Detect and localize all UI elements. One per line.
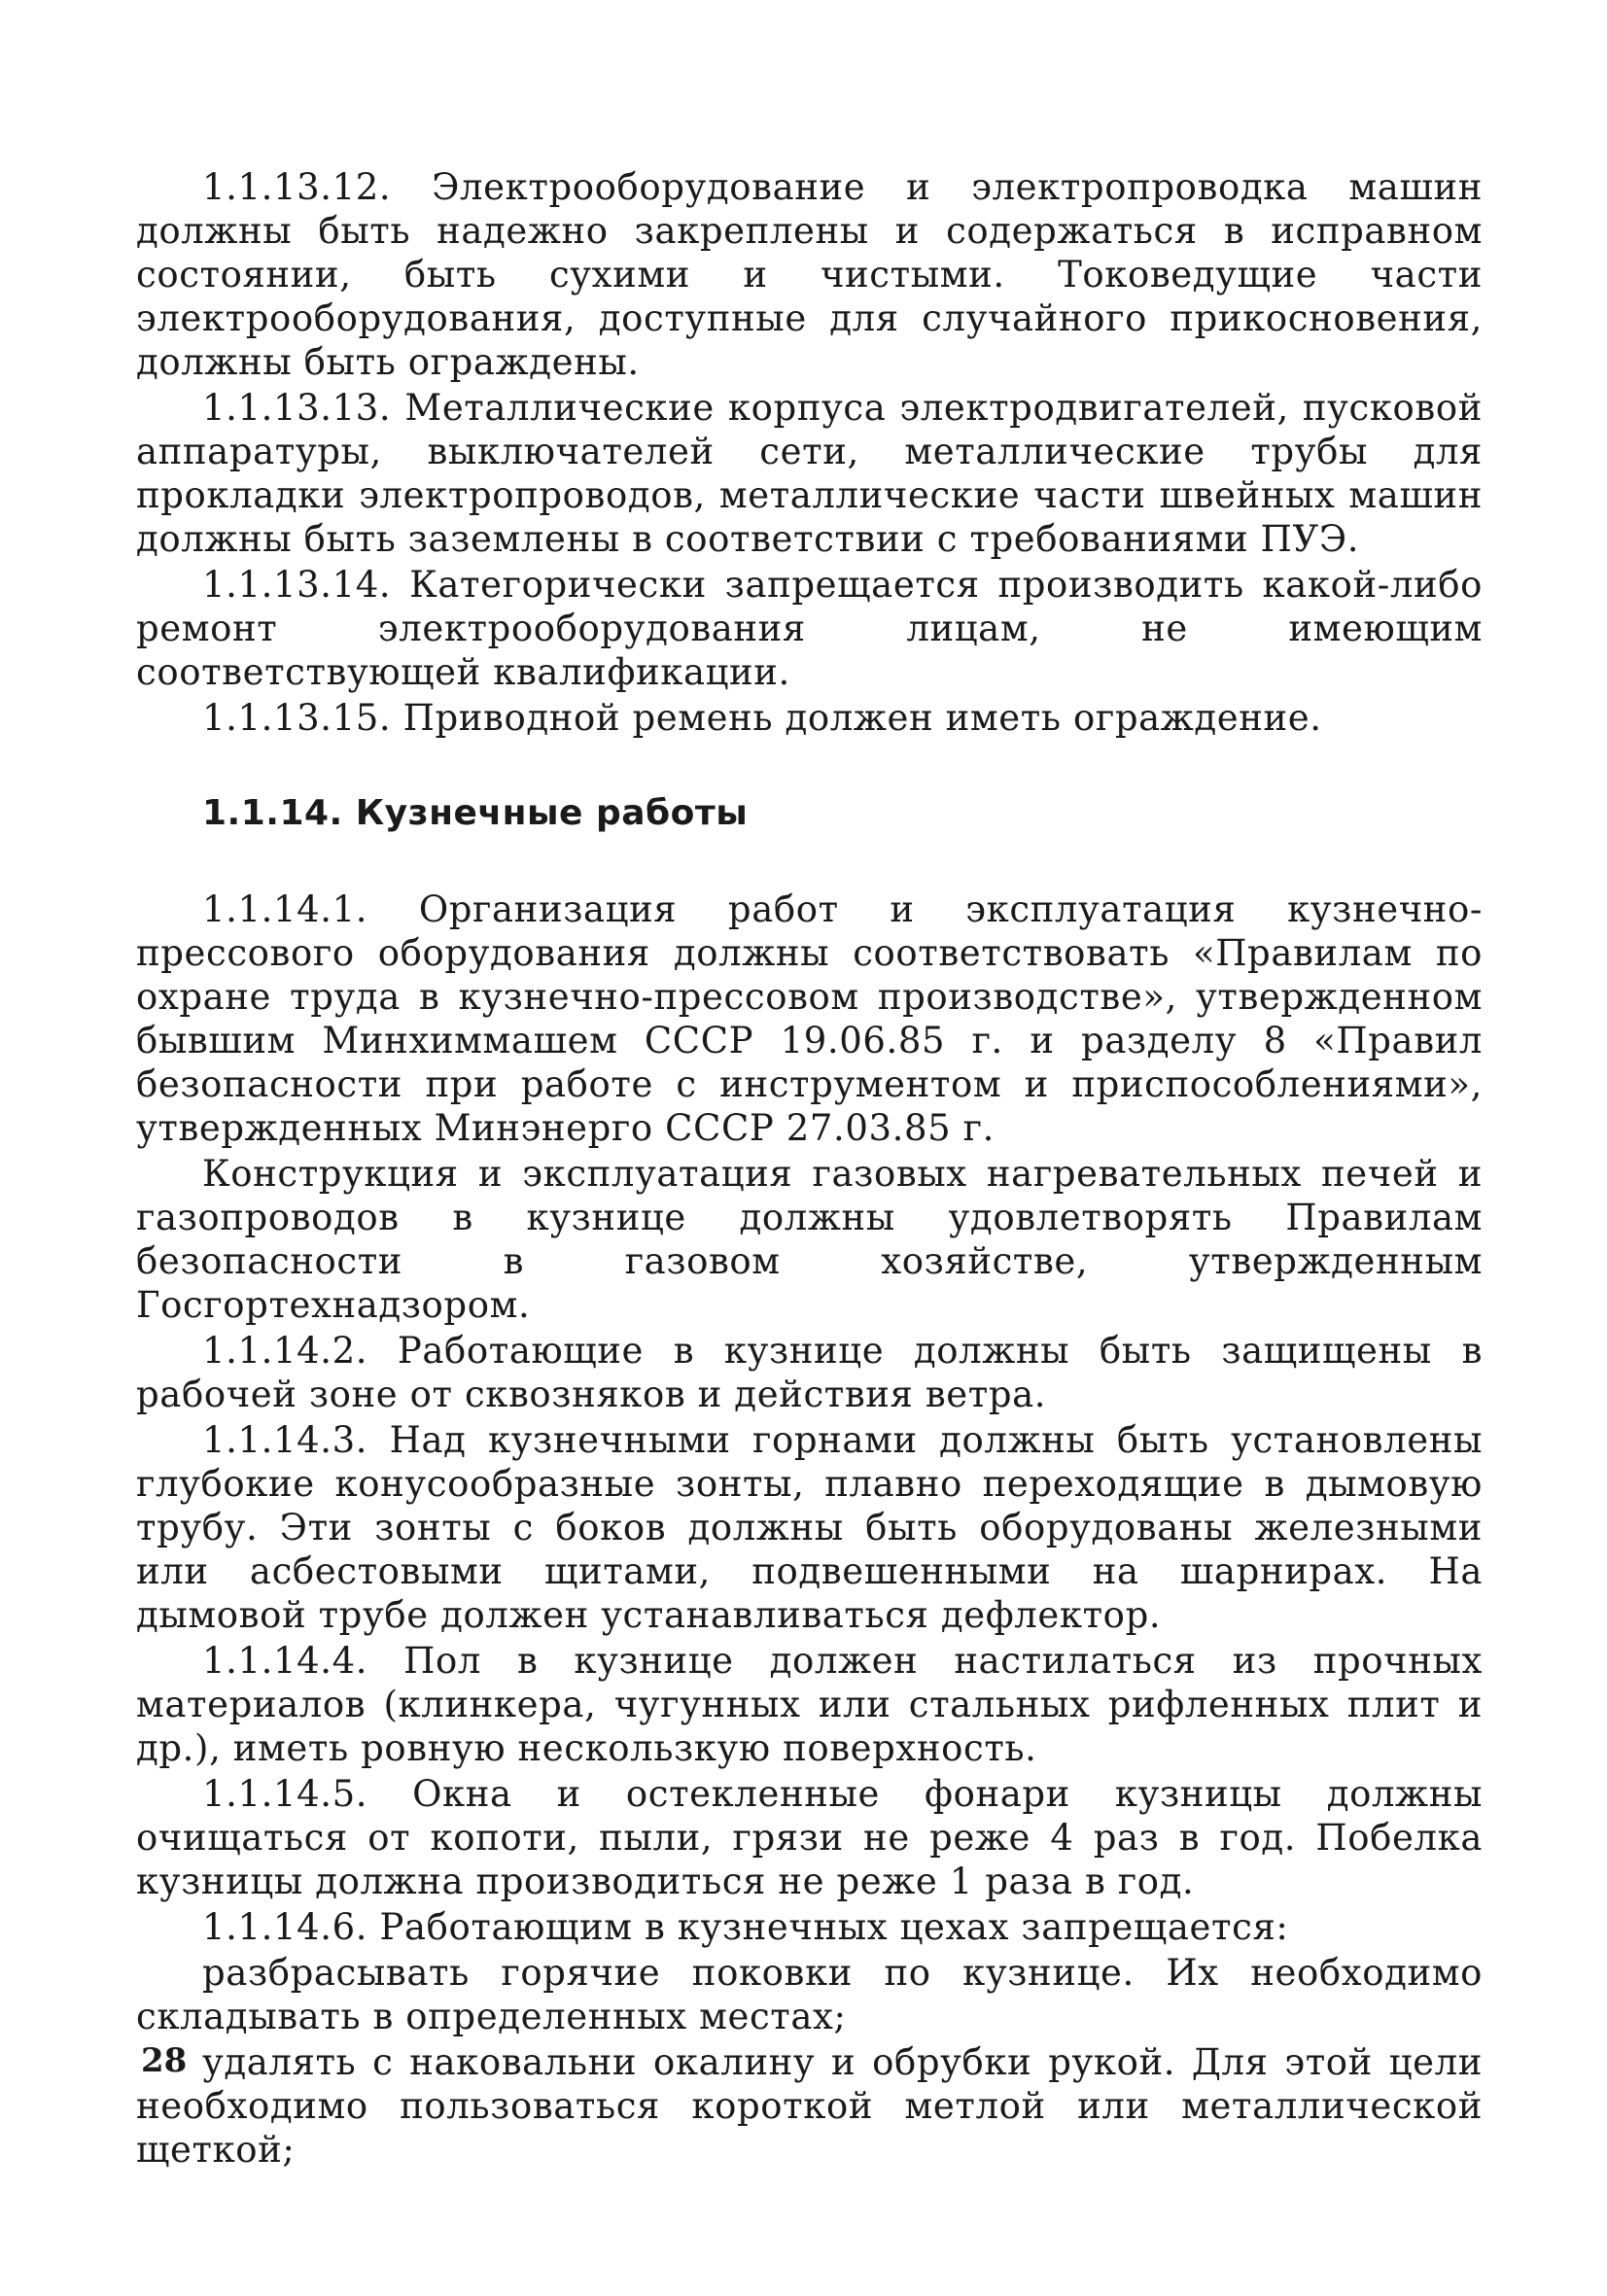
paragraph-1-1-13-14: 1.1.13.14. Категорически запрещается производить какой-либо ремонт электрооборудования лицам, не имеющим соответствующей квалификации. bbox=[136, 564, 1483, 693]
page-number: 28 bbox=[141, 2041, 188, 2080]
paragraph-1-1-14-3: 1.1.14.3. Над кузнечными горнами должны быть установлены глубокие конусообразные зонты, плавно переходящие в дымовую трубу. Эти зонты с боков должны быть оборудованы железными или асбестовыми щитами, подвешенными на шарнирах. На дымовой трубе должен устанавливаться дефлектор. bbox=[136, 1419, 1483, 1636]
paragraph-gas-furnaces: Конструкция и эксплуатация газовых нагревательных печей и газопроводов в кузнице должны удовлетворять Правилам безопасности в газовом хозяйстве, утвержденным Госгортехнадзором. bbox=[136, 1153, 1483, 1326]
section-heading: 1.1.14. Кузнечные работы bbox=[202, 793, 749, 833]
paragraph-1-1-14-2: 1.1.14.2. Работающие в кузнице должны быть защищены в рабочей зоне от сквозняков и действия ветра. bbox=[136, 1330, 1483, 1415]
paragraph-1-1-14-6: 1.1.14.6. Работающим в кузнечных цехах запрещается: bbox=[202, 1906, 1289, 1948]
paragraph-1-1-13-13: 1.1.13.13. Металлические корпуса электродвигателей, пусковой аппаратуры, выключателей сети, металлические трубы для прокладки электропроводов, металлические части швейных машин должны быть заземлены в соответствии с требованиями ПУЭ. bbox=[136, 387, 1483, 560]
page-body bbox=[136, 165, 1483, 2172]
list-item-scale-removal: удалять с наковальни окалину и обрубки рукой. Для этой цели необходимо пользоваться короткой метлой или металлической щеткой; bbox=[136, 2041, 1483, 2171]
list-item-forgings: разбрасывать горячие поковки по кузнице. Их необходимо складывать в определенных местах; bbox=[136, 1952, 1483, 2037]
paragraph-1-1-13-12: 1.1.13.12. Электрооборудование и электропроводка машин должны быть надежно закреплены и содержаться в исправном состоянии, быть сухими и чистыми. Токоведущие части электрооборудования, доступные для случайного прикосновения, должны быть ограждены. bbox=[136, 166, 1483, 383]
paragraph-1-1-13-15: 1.1.13.15. Приводной ремень должен иметь ограждение. bbox=[202, 697, 1322, 739]
paragraph-1-1-14-1: 1.1.14.1. Организация работ и эксплуатация кузнечно-прессового оборудования должны соответствовать «Правилам по охране труда в кузнечно-прессовом производстве», утвержденном бывшим Минхиммашем СССР 19.06.85 г. и разделу 8 «Правил безопасности при работе с инструментом и приспособлениями», утвержденных Минэнерго СССР 27.03.85 г. bbox=[136, 888, 1483, 1149]
paragraph-1-1-14-5: 1.1.14.5. Окна и остекленные фонари кузницы должны очищаться от копоти, пыли, грязи не реже 4 раз в год. Побелка кузницы должна производиться не реже 1 раза в год. bbox=[136, 1773, 1483, 1902]
paragraph-1-1-14-4: 1.1.14.4. Пол в кузнице должен настилаться из прочных материалов (клинкера, чугунных или стальных рифленных плит и др.), иметь ровную нескользкую поверхность. bbox=[136, 1640, 1483, 1769]
